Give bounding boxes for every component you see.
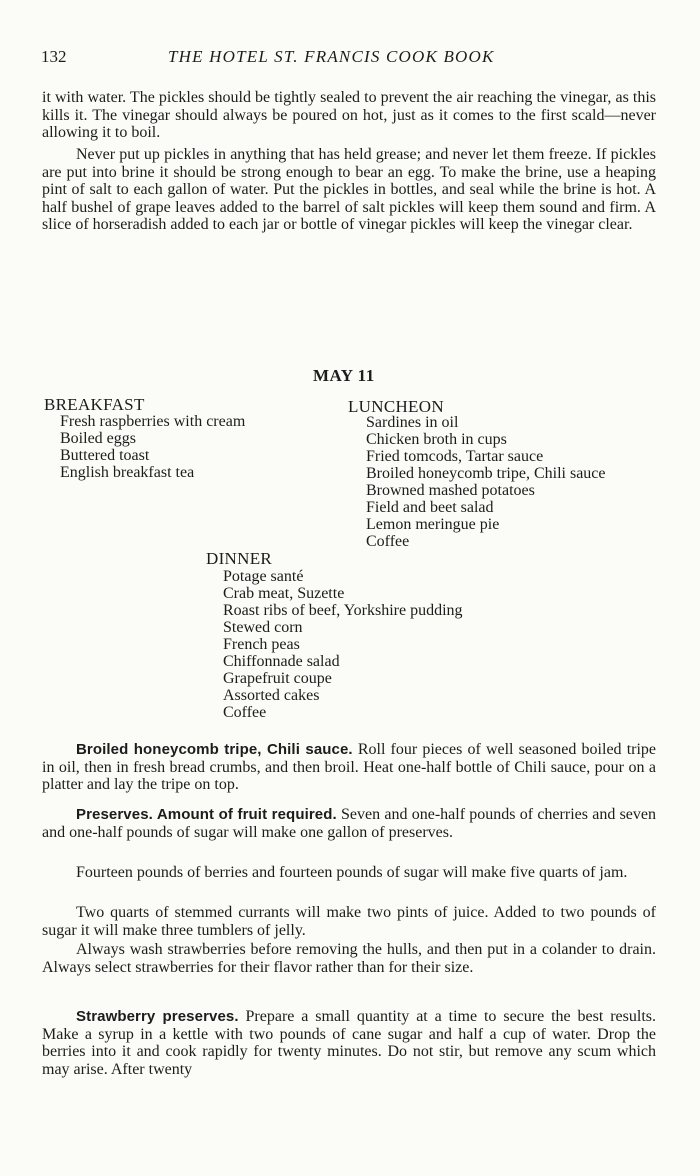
menu-item: Buttered toast bbox=[60, 447, 150, 464]
recipe-title: Strawberry preserves. bbox=[76, 1008, 239, 1025]
luncheon-menu bbox=[366, 414, 606, 550]
page-number: 132 bbox=[41, 47, 67, 66]
menu-item: Sardines in oil bbox=[366, 414, 459, 431]
menu-item: English breakfast tea bbox=[60, 464, 195, 481]
breakfast-heading: BREAKFAST bbox=[44, 395, 145, 414]
menu-item: French peas bbox=[223, 636, 300, 653]
menu-item: Broiled honeycomb tripe, Chili sauce bbox=[366, 465, 606, 482]
luncheon-heading: LUNCHEON bbox=[348, 397, 444, 416]
recipe-paragraph: Two quarts of stemmed currants will make two pints of juice. Added to two pounds of sugar it will make three tumblers of jelly. bbox=[42, 904, 656, 939]
recipe-text: Prepare a small quantity at a time to secure the best results. Make a syrup in a kettle with two pounds of cane sugar and half a cup of water. Drop the berries into it and cook rapidly for twenty minutes. Do not stir, but remove any scum which may arise. After twenty bbox=[42, 1008, 657, 1078]
recipe-tripe bbox=[42, 741, 656, 794]
menu-date: MAY 11 bbox=[313, 366, 375, 385]
dinner-menu bbox=[223, 568, 463, 721]
recipe-text: Roll four pieces of well seasoned boiled tripe in oil, then in fresh bread crumbs, and then broil. Heat one-half bottle of Chili sauce, pour on a platter and lay the tripe on top. bbox=[42, 741, 657, 794]
recipe-preserves bbox=[42, 806, 656, 841]
menu-item: Crab meat, Suzette bbox=[223, 585, 345, 602]
menu-item: Coffee bbox=[366, 533, 410, 550]
menu-item: Roast ribs of beef, Yorkshire pudding bbox=[223, 602, 463, 619]
menu-item: Field and beet salad bbox=[366, 499, 494, 516]
menu-item: Chiffonnade salad bbox=[223, 653, 340, 670]
dinner-heading: DINNER bbox=[206, 549, 273, 568]
menu-item: Lemon meringue pie bbox=[366, 516, 500, 533]
intro-paragraph: it with water. The pickles should be tightly sealed to prevent the air reaching the vinegar, as this kills it. The vinegar should always be poured on hot, just as it comes to the first scald—never allowing it to boil. bbox=[42, 89, 656, 142]
running-title: THE HOTEL ST. FRANCIS COOK BOOK bbox=[168, 47, 495, 66]
menu-item: Chicken broth in cups bbox=[366, 431, 507, 448]
menu-item: Fresh raspberries with cream bbox=[60, 413, 246, 430]
intro-paragraph: Never put up pickles in anything that has held grease; and never let them freeze. If pickles are put into brine it should be strong enough to bear an egg. To make the brine, use a heaping pint of salt to each gallon of water. Put the pickles in bottles, and seal while the brine is hot. A half bushel of grape leaves added to the barrel of salt pickles will keep them sound and firm. A slice of horseradish added to each jar or bottle of vinegar pickles will keep the vinegar clear. bbox=[42, 146, 656, 234]
menu-item: Browned mashed potatoes bbox=[366, 482, 535, 499]
menu-item: Grapefruit coupe bbox=[223, 670, 332, 687]
menu-item: Fried tomcods, Tartar sauce bbox=[366, 448, 544, 465]
breakfast-menu bbox=[60, 413, 245, 481]
menu-item: Boiled eggs bbox=[60, 430, 136, 447]
recipe-strawberry-preserves bbox=[42, 1008, 656, 1078]
menu-item: Potage santé bbox=[223, 568, 304, 585]
recipe-title: Preserves. Amount of fruit required. bbox=[76, 806, 337, 823]
menu-item: Stewed corn bbox=[223, 619, 303, 636]
recipe-text: Seven and one-half pounds of cherries and seven and one-half pounds of sugar will make one gallon of preserves. bbox=[42, 806, 656, 841]
recipe-paragraph: Always wash strawberries before removing the hulls, and then put in a colander to drain. Always select strawberries for their flavor rather than for their size. bbox=[42, 941, 656, 976]
menu-item: Assorted cakes bbox=[223, 687, 320, 704]
recipe-paragraph: Fourteen pounds of berries and fourteen pounds of sugar will make five quarts of jam. bbox=[76, 864, 628, 881]
recipe-title: Broiled honeycomb tripe, Chili sauce. bbox=[76, 741, 353, 758]
menu-item: Coffee bbox=[223, 704, 267, 721]
